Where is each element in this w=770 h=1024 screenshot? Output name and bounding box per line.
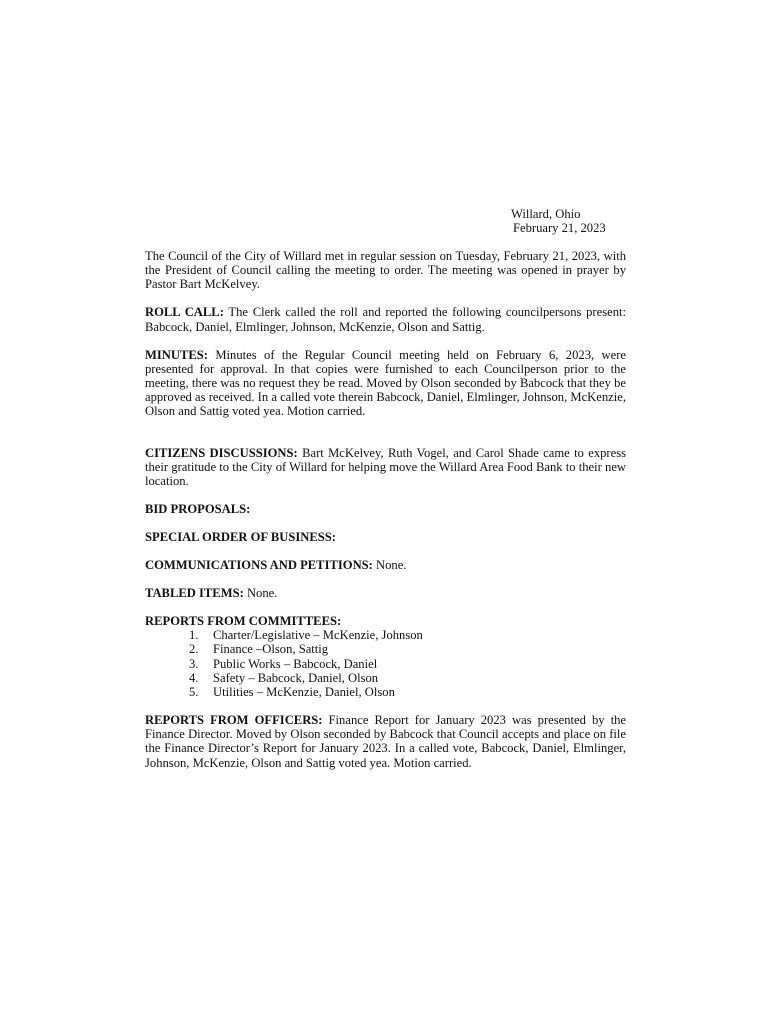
list-item-text: Utilities – McKenzie, Daniel, Olson (213, 685, 395, 700)
citizens-heading: CITIZENS DISCUSSIONS: (145, 445, 298, 460)
tabled-items-heading: TABLED ITEMS: (145, 586, 244, 601)
committees-heading: REPORTS FROM COMMITTEES: (145, 614, 342, 629)
committee-list (145, 628, 626, 699)
list-item-number: 2. (189, 642, 199, 657)
roll-call-text: The Clerk called the roll and reported the following councilpersons present: Babcock, Daniel, Elmlinger, Johnson, McKenzie, Olson and Sattig. (145, 305, 627, 334)
bid-proposals-section (145, 502, 626, 516)
officers-heading: REPORTS FROM OFFICERS: (145, 713, 323, 728)
list-item (145, 685, 626, 699)
tabled-items-section (145, 586, 626, 600)
minutes-text: Minutes of the Regular Council meeting held on February 6, 2023, were presented for approval. In that copies were furnished to each Councilperson prior to the meeting, there was no request they be read. Moved by Olson seconded by Babcock that they be approved as received. In a called vote therein Babcock, Daniel, Elmlinger, Johnson, McKenzie, Olson and Sattig voted yea. Motion carried. (145, 347, 626, 419)
list-item-number: 4. (189, 670, 199, 685)
communications-section (145, 558, 626, 572)
list-item (145, 671, 626, 685)
special-order-heading: SPECIAL ORDER OF BUSINESS: (145, 530, 336, 545)
list-item-number: 5. (189, 685, 199, 700)
list-item (145, 628, 626, 642)
bid-proposals-heading: BID PROPOSALS: (145, 502, 251, 517)
minutes-body (145, 249, 626, 784)
communications-text: None. (372, 558, 407, 573)
officers-section (145, 713, 626, 770)
dateline (511, 207, 641, 235)
officers-text: Finance Report for January 2023 was presented by the Finance Director. Moved by Olson seconded by Babcock that Council accepts and place on file the Finance Director’s Report for January 2023. In a called vote, Babcock, Daniel, Elmlinger, Johnson, McKenzie, Olson and Sattig voted yea. Motion carried. (145, 713, 626, 770)
minutes-heading: MINUTES: (145, 347, 208, 362)
citizens-section (145, 446, 626, 489)
roll-call-heading: ROLL CALL: (145, 305, 224, 320)
committees-section (145, 614, 626, 699)
intro-paragraph: The Council of the City of Willard met in regular session on Tuesday, February 21, 2023, with the President of Council calling the meeting to order. The meeting was opened in prayer by Pastor Bart McKelvey. (145, 249, 626, 292)
list-item-text: Public Works – Babcock, Daniel (213, 656, 378, 671)
special-order-section (145, 530, 626, 544)
list-item-number: 1. (189, 628, 199, 643)
meeting-date: February 21, 2023 (513, 221, 606, 236)
minutes-section (145, 348, 626, 419)
roll-call-section (145, 305, 626, 333)
citizens-text: Bart McKelvey, Ruth Vogel, and Carol Shade came to express their gratitude to the City of Willard for helping move the Willard Area Food Bank to their new location. (145, 445, 626, 489)
list-item-number: 3. (189, 656, 199, 671)
list-item (145, 642, 626, 656)
communications-heading: COMMUNICATIONS AND PETITIONS: (145, 558, 373, 573)
list-item-text: Charter/Legislative – McKenzie, Johnson (213, 628, 423, 643)
list-item-text: Finance –Olson, Sattig (213, 642, 329, 657)
list-item-text: Safety – Babcock, Daniel, Olson (213, 670, 379, 685)
meeting-location: Willard, Ohio (511, 207, 581, 221)
list-item (145, 657, 626, 671)
tabled-items-text: None. (243, 586, 278, 601)
